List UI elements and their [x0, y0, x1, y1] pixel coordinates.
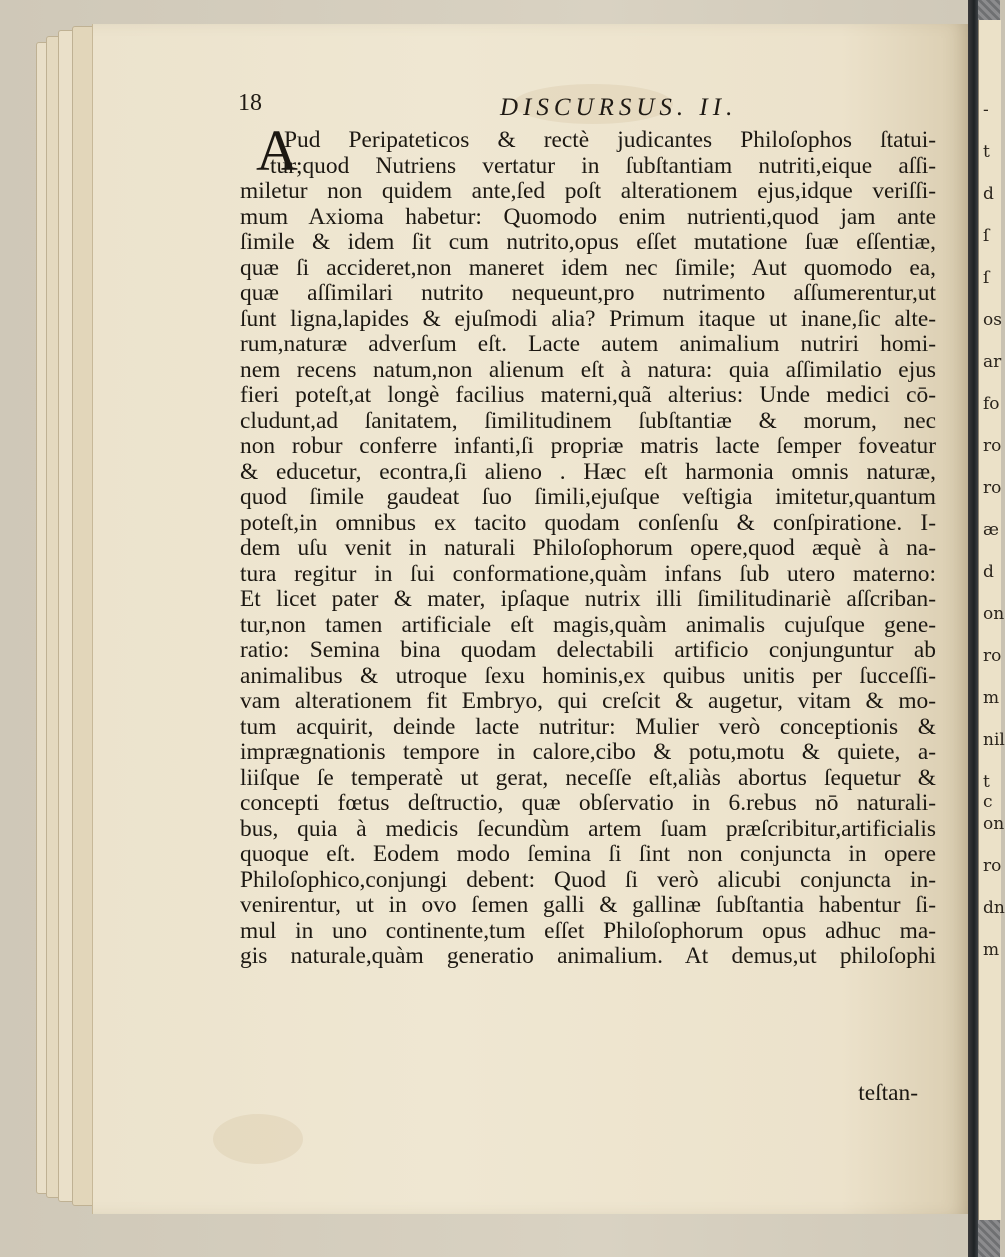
facing-page-fragment: t c	[983, 772, 993, 812]
text-line: miletur non quidem ante,ſed poſt alterationem ejus,idque veriſſi-	[240, 178, 936, 204]
text-line: & educetur, econtra,ſi alieno . Hæc eſt harmonia omnis naturæ,	[240, 458, 936, 485]
text-line: ſunt ligna,lapides & ejuſmodi alia? Primum itaque ut inane,ſic alte-	[240, 305, 936, 332]
facing-page-fragment: ro	[983, 646, 1002, 666]
text-line: poteſt,in omnibus ex tacito quodam conſenſu & conſpiratione. I-	[240, 509, 936, 536]
body-text	[240, 128, 936, 970]
text-line: quoque eſt. Eodem modo ſemina ſi ſint non conjuncta in opere	[240, 841, 936, 867]
text-line: quæ ſi accideret,non maneret idem nec ſimile; Aut quomodo ea,	[240, 254, 936, 281]
text-line: ratio: Semina bina quodam delectabili artificio conjunguntur ab	[240, 637, 936, 663]
text-line: mum Axioma habetur: Quomodo enim nutrienti,quod jam ante	[240, 203, 936, 230]
facing-page-fragment: æ	[983, 520, 999, 540]
catchword: teſtan-	[858, 1080, 918, 1106]
text-line: animalibus & utroque ſexu hominis,ex quibus unitis per ſucceſſi-	[240, 662, 936, 689]
text-line: Pud Peripateticos & rectè judicantes Philoſophos ſtatui-	[284, 127, 936, 153]
text-line: mul in uno continente,tum eſſet Philoſophorum opus adhuc ma-	[240, 917, 936, 944]
text-line: gis naturale,quàm generatio animalium. At demus,ut philoſophi	[240, 943, 936, 969]
text-line: imprægnationis tempore in calore,cibo & potu,motu & quiete, a-	[240, 739, 936, 765]
text-line: dem uſu venit in naturali Philoſophorum opere,quod æquè à na-	[240, 535, 936, 561]
text-line: Philoſophico,conjungi debent: Quod ſi verò alicubi conjuncta in-	[240, 866, 936, 893]
text-line: non robur conferre infanti,ſi propriæ matris lacte ſemper foveatur	[240, 433, 936, 459]
facing-page-fragment: dn	[983, 898, 1005, 918]
drop-cap: A	[256, 118, 298, 183]
facing-page-fragment: on	[983, 604, 1005, 624]
text-line: quæ aſſimilari nutrito nequeunt,pro nutrimento aſſumerentur,ut	[240, 280, 936, 306]
text-line: quod ſimile gaudeat ſuo ſimili,ejuſque veſtigia imitetur,quantum	[240, 484, 936, 510]
text-line: Et licet pater & mater, ipſaque nutrix illi ſimilitudinariè aſſcriban-	[240, 586, 936, 612]
binding-cloth	[978, 1220, 1000, 1257]
facing-page-fragment: m	[983, 940, 1000, 960]
text-line: rum,naturæ adverſum eſt. Lacte autem animalium nutriri homi-	[240, 331, 936, 357]
text-line: tum acquirit, deinde lacte nutritur: Mulier verò conceptionis &	[240, 713, 936, 740]
facing-page-fragment: m	[983, 688, 1000, 708]
text-line: ſimile & idem ſit cum nutrito,opus eſſet mutatione ſuæ eſſentiæ,	[240, 229, 936, 255]
running-title: DISCURSUS. II.	[500, 94, 738, 121]
facing-page-fragment: d	[983, 184, 994, 204]
text-line: bus, quia à medicis ſecundùm artem ſuam præſcribitur,artificialis	[240, 815, 936, 842]
text-line: tur,non tamen artificiale eſt magis,quàm animalis cujuſque gene-	[240, 611, 936, 638]
text-line: tura regitur in ſui conformatione,quàm infans ſub utero materno:	[240, 560, 936, 587]
facing-page-fragment: ſ	[983, 268, 990, 288]
text-line: nem recens natum,non alienum eſt à natura: quia aſſimilatio ejus	[240, 356, 936, 383]
text-line: cludunt,ad ſanitatem, ſimilitudinem ſubſtantiæ & morum, nec	[240, 407, 936, 434]
text-line: concepti fœtus deſtructio, quæ obſervatio in 6.rebus nō naturali-	[240, 790, 936, 816]
book-gutter	[968, 0, 978, 1257]
facing-page-fragment: ro	[983, 856, 1002, 876]
facing-page-fragment: on	[983, 814, 1005, 834]
facing-page-fragment: -	[983, 100, 989, 120]
facing-page-fragment: d	[983, 562, 994, 582]
binding-cloth	[978, 0, 1000, 22]
page-number: 18	[238, 90, 262, 116]
facing-page-fragment: ar	[983, 352, 1002, 372]
text-line: tur;quod Nutriens vertatur in ſubſtantiam nutriti,eique aſſi-	[270, 152, 936, 179]
facing-page-fragment: nil	[983, 730, 1005, 750]
text-line: vam alterationem fit Embryo, qui creſcit & augetur, vitam & mo-	[240, 688, 936, 714]
paper-stain	[213, 1114, 303, 1164]
facing-page-fragment: ro	[983, 478, 1002, 498]
facing-page-fragment: t	[983, 142, 990, 162]
text-line: liiſque ſe temperatè ut gerat, neceſſe eſt,aliàs abortus ſequetur &	[240, 764, 936, 791]
text-line: venirentur, ut in ovo ſemen galli & gallinæ ſubſtantia habentur ſi-	[240, 892, 936, 918]
facing-page-fragment: fo	[983, 394, 1000, 414]
text-line: fieri poteſt,at longè facilius materni,quã alterius: Unde medici cō-	[240, 382, 936, 408]
page-header	[238, 90, 938, 130]
facing-page-fragment: ſ	[983, 226, 990, 246]
facing-page-fragment: ro	[983, 436, 1002, 456]
facing-page-fragment: os	[983, 310, 1002, 330]
right-page-edge	[978, 20, 1005, 1220]
